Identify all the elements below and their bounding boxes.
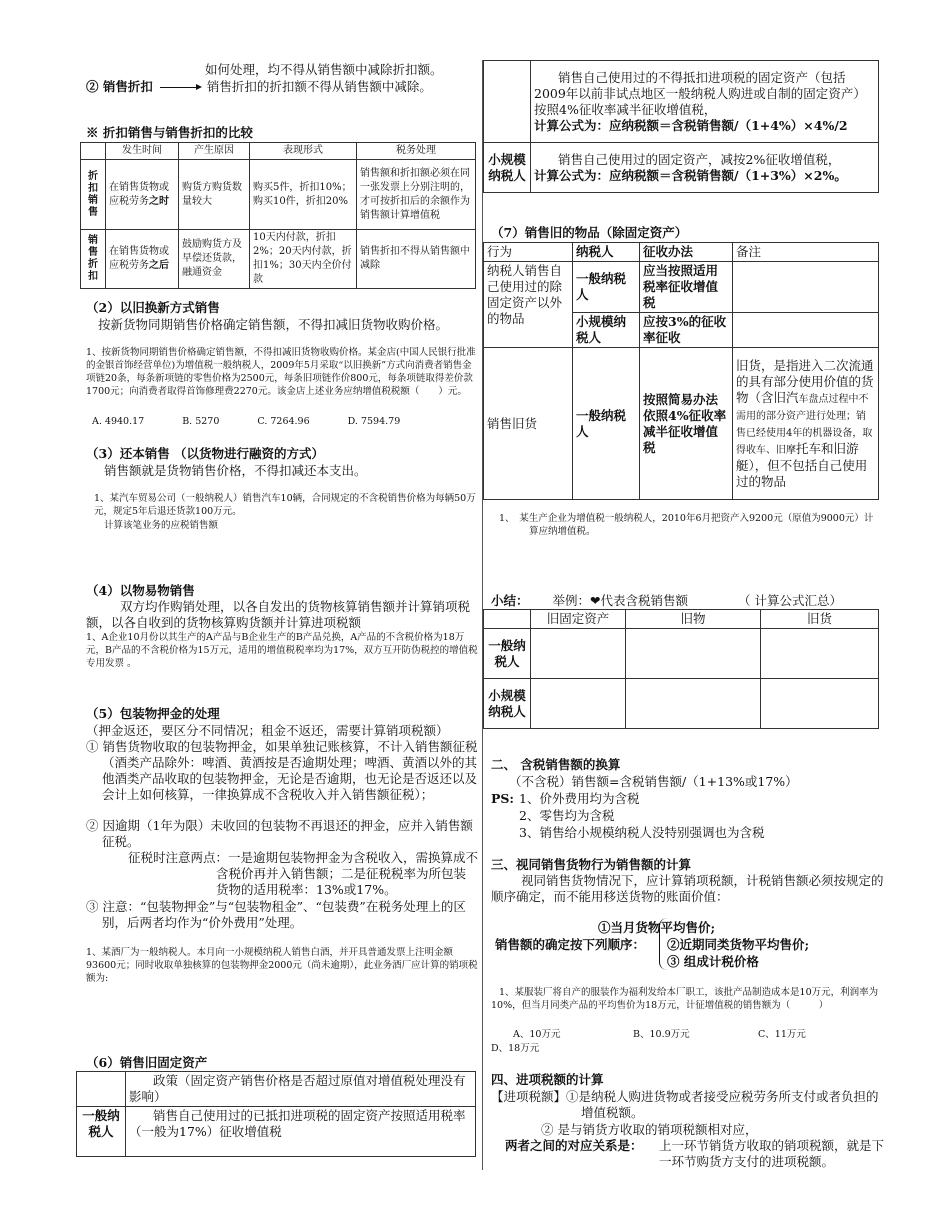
sec3-body: 视同销售货物情况下，应计算销项税额，计税销售额必须按规定的顺序确定，而不能用移送货物的账面价值： <box>491 873 884 904</box>
summary-header: 旧固定资产 <box>531 610 626 629</box>
s6-row <box>77 1107 476 1157</box>
summary-header <box>484 610 531 629</box>
s2-title: （2）以旧换新方式销售 <box>86 300 220 315</box>
old-goods-header: 行为 <box>484 243 573 262</box>
sec4-title: 四、进项税额的计算 <box>491 1072 604 1087</box>
intro-discount-line <box>86 79 432 95</box>
s6-title: （6）销售旧固定资产 <box>86 1055 208 1070</box>
sec3-option-a: A、10万元 <box>513 1029 561 1040</box>
s4-body: 双方均作购销处理，以各自发出的货物核算销售额并计算销项税额，以各自收到的货物核算购货额并计算进项税额 <box>86 599 471 630</box>
fixed-asset-table <box>483 60 879 193</box>
s4-example: 1、A企业10月份以其生产的A产品与B企业生产的B产品兑换，A产品的不含税价格为18万元，B产品的不含税价格为15万元，适用的增值税税率均为17%，双方互开防伪税控的增值税专用发票 。 <box>86 632 478 669</box>
fixed-asset-small-cell <box>531 143 879 193</box>
compare-header-cell: 表现形式 <box>250 143 357 160</box>
old-goods-act: 纳税人销售自己使用过的除固定资产以外的物品 <box>484 262 573 348</box>
sec2-item: 2、零售均为含税 <box>519 808 615 823</box>
s6-header-row <box>77 1072 476 1107</box>
fixed-asset-general-formula: 计算公式为：应纳税额＝含税销售额/（1+4%）×4%/2 <box>534 117 848 133</box>
old-goods-row <box>484 348 879 500</box>
s5-title: （5）包装物押金的处理 <box>86 706 220 721</box>
old-goods-method: 应当按照适用税率征收增值税 <box>640 262 733 313</box>
summary-row <box>484 629 879 679</box>
s4-title: （4）以物易物销售 <box>86 583 195 598</box>
old-goods-row <box>484 262 879 313</box>
sec2-item: 1、价外费用均为含税 <box>519 791 640 806</box>
arrow-icon <box>160 87 200 88</box>
option-a: A. 4940.17 <box>92 416 145 427</box>
sec4-line3-label: 两者之间的对应关系是： <box>505 1138 643 1153</box>
compare-cell: 购买5件，折扣10%；购买10件，折扣20% <box>250 160 357 230</box>
s5-point2: ② 因逾期（1年为限）未收回的包装物不再退还的押金，应并入销售额征税。 <box>86 818 473 849</box>
compare-cell: 销售折扣不得从销售额中减除 <box>357 230 476 289</box>
summary-cell <box>531 679 626 729</box>
fixed-asset-row-general <box>484 61 879 143</box>
summary-table <box>483 609 879 729</box>
summary-cell <box>531 629 626 679</box>
summary-cell <box>761 679 879 729</box>
s2-body: 按新货物同期销售价格确定销售额，不得扣减旧货物收购价格。 <box>98 317 449 332</box>
compare-table <box>80 142 476 289</box>
summary-header: 旧物 <box>626 610 761 629</box>
s7-title: （7）销售旧的物品（除固定资产） <box>491 225 688 240</box>
s6-row-label: 一般纳税人 <box>77 1107 126 1157</box>
s2-example: 1、按新货物同期销售价格确定销售额，不得扣减旧货物收购价格。某金店(中国人民银行批准的金银首饰经营单位)为增值税一般纳税人，2009年5月采取“以旧换新”方式向消费者销售金项链20条，每条新项链的零售价格为2500元，每条旧项链作价800元，每条项链取得差价款1700元；向消费者取得首饰修理费2270元。该金店上述业务应纳增值税税额（ ）元。 <box>86 347 476 397</box>
fixed-asset-label-cell <box>484 61 531 143</box>
summary-header: 旧货 <box>761 610 879 629</box>
sec3-item3: ③ 组成计税价格 <box>667 954 759 969</box>
compare-cell: 在销售货物或应税劳务之后 <box>106 230 179 289</box>
fixed-asset-small-label: 小规模纳税人 <box>484 143 531 193</box>
old-goods-method: 应按3%的征收率征收 <box>640 313 733 348</box>
s6-header: 政策（固定资产销售价格是否超过原值对增值税处理没有影响） <box>126 1072 476 1107</box>
sec3-option-c: C、11万元 <box>758 1029 806 1040</box>
sec3-example: 1、某服装厂将自产的服装作为福利发给本厂职工，该批产品制造成本是10万元，利润率为10%，但当月同类产品的平均售价为18万元，计征增值税的销售额为（ ） <box>491 987 879 1011</box>
compare-row <box>81 230 476 289</box>
option-d: D. 7594.79 <box>347 416 401 427</box>
compare-cell: 鼓励购货方及早偿还货款，融通资金 <box>179 230 250 289</box>
option-b: B. 5270 <box>182 416 220 427</box>
compare-header-row <box>81 143 476 160</box>
fixed-asset-row-small <box>484 143 879 193</box>
compare-header-cell: 发生时间 <box>106 143 179 160</box>
s3-example-question: 计算该笔业务的应税销售额 <box>104 520 219 531</box>
s2-options <box>92 415 472 428</box>
old-goods-method: 按照简易办法依照4%征收率减半征收增值税 <box>640 348 733 500</box>
s6-row-text: 销售自己使用过的已抵扣进项税的固定资产按照适用税率（一般为17%）征收增值税 <box>126 1107 476 1157</box>
old-goods-header: 纳税人 <box>573 243 640 262</box>
old-goods-table <box>483 242 879 500</box>
old-goods-note-part1: 旧货，是指进入二次流通的具有部分使用价值的货物（含旧汽 <box>736 357 874 405</box>
s3-example: 1、某汽车贸易公司（一般纳税人）销售汽车10辆，合同规定的不含税销售价格为每辆50万元，规定5年后退还货款100万元。 <box>94 493 476 517</box>
intro-label: ② 销售折扣 <box>86 79 153 94</box>
compare-row-label: 折扣销售 <box>81 160 106 230</box>
sec4-line1: 【进项税额】①是纳税人购进货物或者接受应税劳务所支付或者负担的增值税额。 <box>491 1089 879 1120</box>
summary-row <box>484 679 879 729</box>
old-goods-header-row <box>484 243 879 262</box>
old-goods-header: 备注 <box>733 243 879 262</box>
summary-row-label: 一般纳税人 <box>484 629 531 679</box>
brace-shape <box>659 918 670 970</box>
s5-point2-note: 征税时注意两点：一是逾期包装物押金为含税收入，需换算成不含税价再并入销售额；二是征税税率为所包装货物的适用税率：13%或17%。 <box>128 850 479 897</box>
fixed-asset-general-text: 销售自己使用过的不得抵扣进项税的固定资产（包括2009年以前非试点地区一般纳税人购进或自制的固定资产）按照4%征收率减半征收增值税， <box>534 69 866 117</box>
intro-line2: 销售折扣的折扣额不得从销售额中减除。 <box>206 79 432 94</box>
compare-row-label: 销售折扣 <box>81 230 106 289</box>
compare-header-cell <box>81 143 106 160</box>
s7-example: 1、 某生产企业为增值税一般纳税人，2010年6月把资产入9200元（原值为9000元）计算应纳增值税。 <box>499 513 874 537</box>
sec4-line3-text: 上一环节销货方收取的销项税额，就是下一环节购货方支付的进项税额。 <box>659 1138 885 1169</box>
old-goods-note-part3: 托车和旧游艇），但不包括自己使用过的物品 <box>736 440 868 489</box>
sec3-option-d: D、18万元 <box>491 1043 540 1054</box>
old-goods-act: 销售旧货 <box>484 348 573 500</box>
emphasis-text: 之时 <box>149 195 169 207</box>
old-goods-note <box>733 348 879 500</box>
s5-point3: ③ 注意：“包装物押金”与“包装物租金”、“包装费”在税务处理上的区别，后两者均作为“价外费用”处理。 <box>86 899 466 930</box>
compare-row <box>81 160 476 230</box>
compare-header-cell: 税务处理 <box>357 143 476 160</box>
option-c: C. 7264.96 <box>257 416 310 427</box>
summary-note: （ 计算公式汇总） <box>737 593 842 608</box>
sec3-item1: ①当月货物平均售价; <box>598 920 716 935</box>
s6-corner-cell <box>77 1072 126 1107</box>
compare-cell: 购货方购货数量较大 <box>179 160 250 230</box>
s5-subtitle: （押金返还，要区分不同情况；租金不返还，需要计算销项税额） <box>86 723 449 738</box>
fixed-asset-small-formula: 计算公式为：应纳税额＝含税销售额/（1+3%）×2%。 <box>534 167 847 183</box>
s3-title: （3）还本销售 （以货物进行融资的方式） <box>86 446 325 461</box>
compare-title: ※ 折扣销售与销售折扣的比较 <box>86 125 253 140</box>
compare-cell: 销售额和折扣额必须在同一张发票上分别注明的，才可按折扣后的余额作为销售额计算增值税 <box>357 160 476 230</box>
summary-example: 举例：❤代表含税销售额 <box>552 593 688 608</box>
emphasis-text: 之后 <box>149 260 169 271</box>
s3-body: 销售额就是货物销售价格，不得扣减还本支出。 <box>104 463 367 478</box>
sec4-line2: ② 是与销货方收取的销项税额相对应， <box>541 1122 758 1137</box>
fixed-asset-small-text: 销售自己使用过的固定资产，减按2%征收增值税， <box>558 151 841 167</box>
summary-cell <box>761 629 879 679</box>
summary-row-label: 小规模纳税人 <box>484 679 531 729</box>
summary-label: 小结： <box>491 593 529 608</box>
old-goods-note <box>733 262 879 313</box>
old-goods-taxpayer: 一般纳税人 <box>573 348 640 500</box>
old-goods-note <box>733 313 879 348</box>
summary-line <box>491 593 887 609</box>
s6-table <box>76 1071 476 1157</box>
sec3-option-b: B、10.9万元 <box>633 1029 690 1040</box>
intro-line1: 如何处理，均不得从销售额中减除折扣额。 <box>205 62 443 77</box>
sec3-title: 三、视同销售货物行为销售额的计算 <box>491 857 692 872</box>
sec2-item: 3、销售给小规模纳税人没特别强调也为含税 <box>519 825 765 840</box>
summary-cell <box>626 679 761 729</box>
s5-point1: ① 销售货物收取的包装物押金，如果单独记账核算，不计入销售额征税（酒类产品除外：啤酒、黄酒按是否逾期处理；啤酒、黄酒以外的其他酒类产品收取的包装物押金，无论是否逾期，也无论是否返还以及会计上如何核算，一律换算成不含税收入并入销售额征税）； <box>86 739 478 802</box>
summary-cell <box>626 629 761 679</box>
fixed-asset-general-cell <box>531 61 879 143</box>
sec2-ps: PS: <box>491 791 515 806</box>
compare-header-cell: 产生原因 <box>179 143 250 160</box>
s5-example: 1、某酒厂为一般纳税人。本月向一小规模纳税人销售白酒，并开具普通发票上注明金额93600元；同时收取单独核算的包装物押金2000元（尚未逾期），此业务酒厂应计算的销项税额为: <box>86 947 478 984</box>
compare-cell: 在销售货物或应税劳务之时 <box>106 160 179 230</box>
sec3-item2: ②近期同类货物平均售价; <box>667 937 810 952</box>
summary-header-row <box>484 610 879 629</box>
old-goods-note-part2: 车盘点过程中不需用的部分资产进行处理；销售已经使用4年的机器设备，取得收车、旧摩 <box>736 393 873 456</box>
old-goods-header: 征收办法 <box>640 243 733 262</box>
compare-cell: 10天内付款，折扣2%；20天内付款，折扣1%；30天内全价付款 <box>250 230 357 289</box>
sec2-title: 二、 含税销售额的换算 <box>491 757 621 772</box>
sec3-label: 销售额的确定按下列顺序： <box>495 937 646 952</box>
sec2-formula: （不含税）销售额=含税销售额/（1+13%或17%） <box>509 774 798 789</box>
old-goods-taxpayer: 一般纳税人 <box>573 262 640 313</box>
old-goods-taxpayer: 小规模纳税人 <box>573 313 640 348</box>
